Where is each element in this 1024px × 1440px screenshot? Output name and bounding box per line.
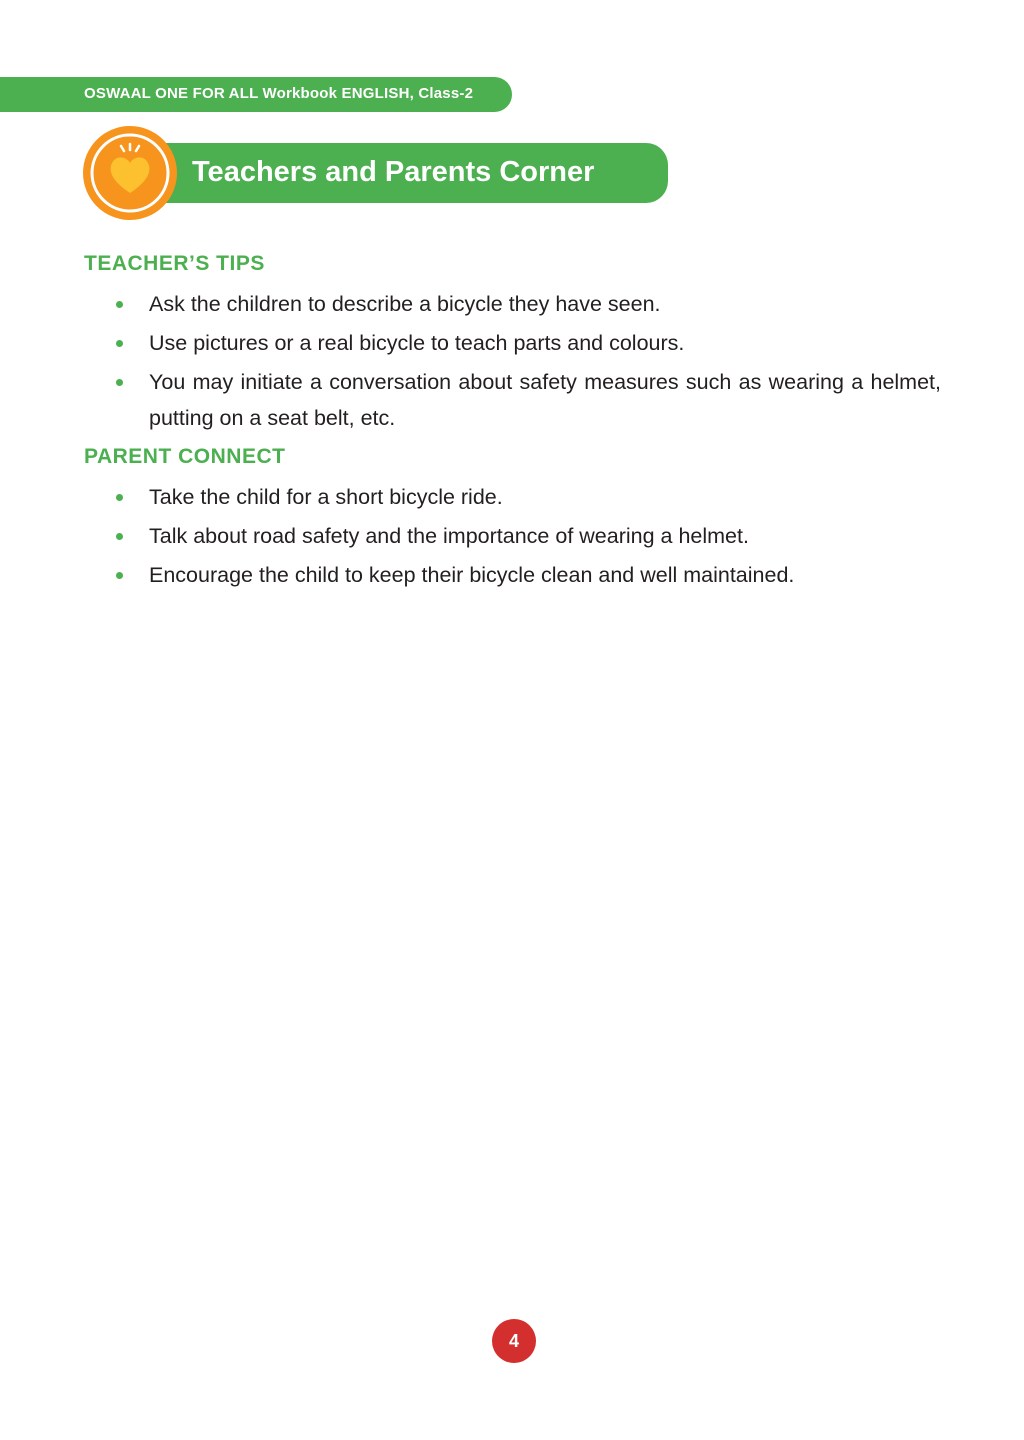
bullet-icon bbox=[116, 340, 123, 347]
bullet-icon bbox=[116, 379, 123, 386]
bullet-icon bbox=[116, 494, 123, 501]
section-title: Teachers and Parents Corner bbox=[192, 156, 595, 188]
list-item: Talk about road safety and the importance of wearing a helmet. bbox=[114, 518, 941, 554]
section-header bbox=[82, 125, 672, 225]
parent-connect-list bbox=[114, 479, 941, 593]
list-item: Encourage the child to keep their bicycle clean and well maintained. bbox=[114, 557, 941, 593]
list-item: You may initiate a conversation about safety measures such as wearing a helmet, putting on a seat belt, etc. bbox=[114, 364, 941, 436]
bullet-icon bbox=[116, 533, 123, 540]
parent-connect-heading: PARENT CONNECT bbox=[84, 445, 286, 468]
page-number: 4 bbox=[492, 1319, 536, 1363]
book-title-banner bbox=[0, 77, 512, 112]
list-item: Take the child for a short bicycle ride. bbox=[114, 479, 941, 515]
teachers-tips-list bbox=[114, 286, 941, 436]
heart-icon bbox=[82, 125, 178, 221]
bullet-icon bbox=[116, 572, 123, 579]
list-item: Use pictures or a real bicycle to teach parts and colours. bbox=[114, 325, 941, 361]
book-title: OSWAAL ONE FOR ALL Workbook ENGLISH, Class-2 bbox=[84, 85, 474, 102]
teachers-tips-heading: TEACHER’S TIPS bbox=[84, 252, 265, 275]
list-item: Ask the children to describe a bicycle they have seen. bbox=[114, 286, 941, 322]
bullet-icon bbox=[116, 301, 123, 308]
